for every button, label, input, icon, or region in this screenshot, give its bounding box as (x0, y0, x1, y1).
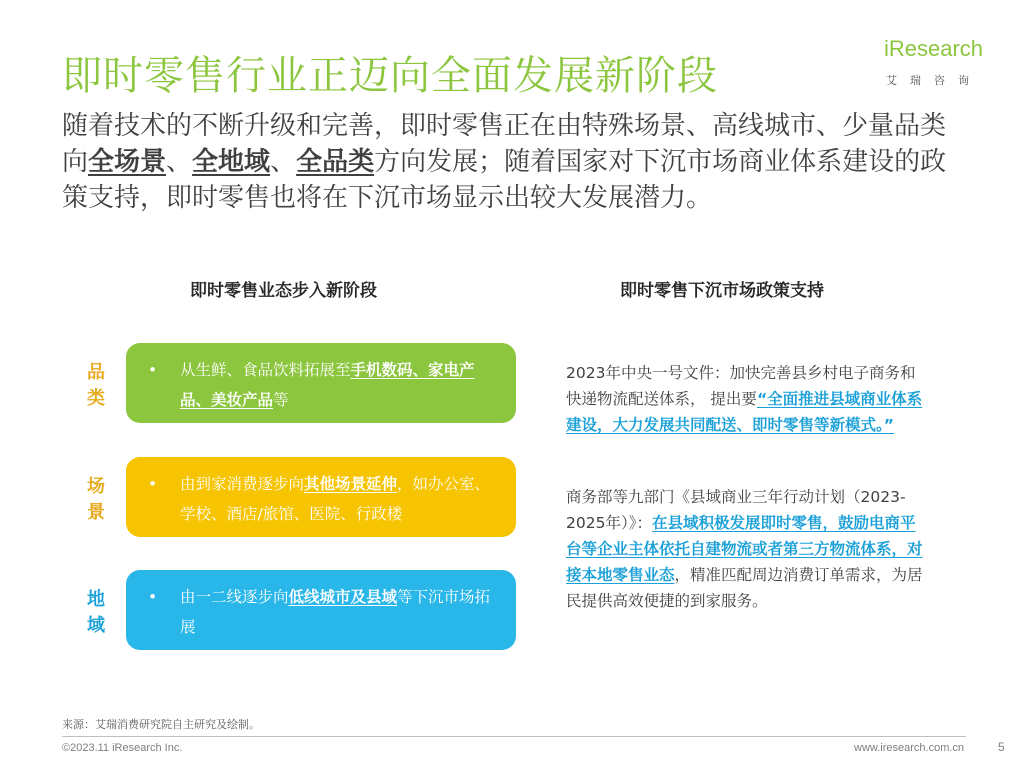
label-category: 品类 (87, 362, 105, 409)
page-number: 5 (998, 740, 1005, 754)
card-text-post: 等下沉市场拓展 (180, 588, 491, 636)
bullet-icon: • (148, 588, 158, 606)
card-text-post: ，如办公室、学校、酒店/旅馆、医院、行政楼 (180, 475, 491, 523)
card-category (126, 343, 516, 423)
policy-text-pre: 商务部等九部门《县域商业三年行动计划（2023-2025年）》： (566, 488, 906, 532)
intro-paragraph (62, 108, 962, 216)
intro-highlight-all-categories: 全品类 (296, 147, 375, 177)
card-scene-text (150, 469, 492, 529)
bullet-icon: • (148, 361, 158, 379)
intro-text-1: 随着技术的不断升级和完善，即时零售正在由特殊场景、高线城市、少量品类向 (62, 111, 947, 177)
label-scene: 场景 (87, 476, 105, 523)
intro-text-2: 方向发展；随着国家对下沉市场商业体系建设的政策支持，即时零售也将在下沉市场显示出较大发展潜力。 (62, 147, 947, 213)
source-note: 来源：艾瑞消费研究院自主研究及绘制。 (62, 718, 260, 731)
logo-text: iResearch (884, 36, 984, 61)
card-region (126, 570, 516, 650)
intro-highlight-all-scenes: 全场景 (88, 147, 167, 177)
intro-sep-2: 、 (270, 147, 297, 177)
iresearch-logo (880, 34, 998, 90)
card-text-pre: 由到家消费逐步向 (180, 475, 305, 493)
policy-text-highlight: “全面推进县域商业体系建设，大力发展共同配送、即时零售等新模式。” (566, 390, 923, 434)
page-title: 即时零售行业正迈向全面发展新阶段 (62, 53, 718, 99)
intro-sep-1: 、 (166, 147, 193, 177)
card-text-highlight: 手机数码、家电产品、美妆产品 (180, 361, 475, 409)
card-text-post: 等 (273, 391, 289, 409)
card-text-pre: 从生鲜、食品饮料拓展至 (180, 361, 351, 379)
logo-subtitle: 艾瑞咨询 (886, 74, 982, 87)
policy-text-pre: 2023年中央一号文件：加快完善县乡村电子商务和快递物流配送体系， 提出要 (566, 364, 916, 408)
copyright: ©2023.11 iResearch Inc. (62, 742, 183, 754)
card-text-highlight: 低线城市及县域 (288, 588, 398, 606)
card-text-pre: 由一二线逐步向 (180, 588, 289, 606)
intro-highlight-all-regions: 全地域 (192, 147, 271, 177)
policy-text-highlight: 在县域积极发展即时零售，鼓励电商平台等企业主体依托自建物流或者第三方物流体系，对接本地零售业态 (566, 514, 923, 584)
policy-text-post: ，精准匹配周边消费订单需求，为居民提供高效便捷的到家服务。 (566, 566, 923, 610)
card-category-text (150, 355, 492, 415)
website-link[interactable]: www.iresearch.com.cn (854, 742, 965, 754)
card-region-text (150, 582, 492, 642)
policy-item-1 (566, 360, 926, 438)
footer-divider (62, 736, 966, 737)
card-scene (126, 457, 516, 537)
right-column-heading: 即时零售下沉市场政策支持 (620, 281, 824, 301)
bullet-icon: • (148, 475, 158, 493)
label-region: 地域 (87, 589, 105, 636)
policy-item-2 (566, 484, 926, 614)
card-text-highlight: 其他场景延伸 (304, 475, 398, 493)
left-column-heading: 即时零售业态步入新阶段 (190, 281, 377, 301)
